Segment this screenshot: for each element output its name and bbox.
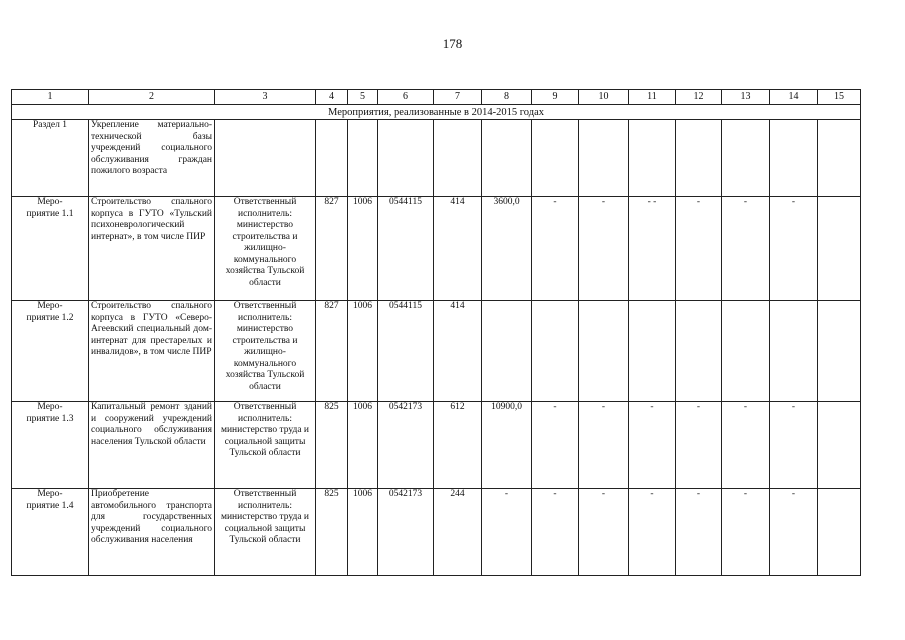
value-cell [676, 301, 722, 402]
header-cell: 3 [215, 90, 316, 105]
header-cell: 7 [434, 90, 482, 105]
value-cell [770, 120, 818, 197]
value-cell: - [722, 402, 770, 489]
value-cell [378, 120, 434, 197]
value-cell: - [629, 489, 676, 576]
value-cell [629, 301, 676, 402]
value-cell: - [532, 402, 579, 489]
value-cell [532, 301, 579, 402]
row-label: Раздел 1 [12, 120, 89, 197]
table-row [12, 402, 861, 489]
row-name: Укрепление материально-технической базы учреждений социального обслуживания граждан пожилого возраста [89, 120, 215, 197]
row-name: Строительство спального корпуса в ГУТО «Северо-Агеевский специальный дом-интернат для престарелых и инвалидов», в том числе ПИР [89, 301, 215, 402]
value-cell [482, 120, 532, 197]
header-cell: 6 [378, 90, 434, 105]
value-cell: - [532, 197, 579, 301]
value-cell [629, 120, 676, 197]
value-cell [818, 197, 861, 301]
program-table [11, 89, 861, 576]
header-cell: 15 [818, 90, 861, 105]
row-name: Капитальный ремонт зданий и сооружений учреждений социального обслуживания населения Тульской области [89, 402, 215, 489]
value-cell: 0542173 [378, 402, 434, 489]
value-cell: - [532, 489, 579, 576]
value-cell: - [722, 489, 770, 576]
table-row [12, 120, 861, 197]
value-cell: - [770, 197, 818, 301]
value-cell [722, 301, 770, 402]
table-row [12, 301, 861, 402]
value-cell: 1006 [348, 301, 378, 402]
value-cell: - [770, 489, 818, 576]
value-cell [348, 120, 378, 197]
page-number: 178 [442, 36, 463, 51]
value-cell: - [676, 402, 722, 489]
value-cell: 827 [316, 197, 348, 301]
row-executor: Ответственный исполнитель: министерство труда и социальной защиты Тульской области [215, 402, 316, 489]
value-cell [818, 489, 861, 576]
table-row [12, 197, 861, 301]
header-cell: 4 [316, 90, 348, 105]
value-cell: 414 [434, 301, 482, 402]
table-row [12, 489, 861, 576]
row-executor: Ответственный исполнитель: министерство труда и социальной защиты Тульской области [215, 489, 316, 576]
value-cell [579, 120, 629, 197]
value-cell: 244 [434, 489, 482, 576]
value-cell: 612 [434, 402, 482, 489]
row-label: Меро- приятие 1.1 [12, 197, 89, 301]
header-cell: 9 [532, 90, 579, 105]
header-cell: 14 [770, 90, 818, 105]
header-cell: 12 [676, 90, 722, 105]
value-cell [676, 120, 722, 197]
value-cell [434, 120, 482, 197]
value-cell: - [579, 197, 629, 301]
row-executor: Ответственный исполнитель: министерство строительства и жилищно-коммунального хозяйства Тульской области [215, 301, 316, 402]
value-cell: 0544115 [378, 301, 434, 402]
value-cell: 10900,0 [482, 402, 532, 489]
value-cell: - [676, 197, 722, 301]
row-label: Меро- приятие 1.4 [12, 489, 89, 576]
value-cell: 1006 [348, 402, 378, 489]
value-cell: - [676, 489, 722, 576]
value-cell [316, 120, 348, 197]
value-cell [482, 301, 532, 402]
row-label: Меро- приятие 1.2 [12, 301, 89, 402]
value-cell [818, 301, 861, 402]
value-cell: 825 [316, 489, 348, 576]
value-cell: - [770, 402, 818, 489]
row-executor: Ответственный исполнитель: министерство строительства и жилищно-коммунального хозяйства Тульской области [215, 197, 316, 301]
header-cell: 1 [12, 90, 89, 105]
value-cell [579, 301, 629, 402]
value-cell: - [629, 402, 676, 489]
value-cell: - - [629, 197, 676, 301]
header-row [12, 90, 861, 105]
row-name: Строительство спального корпуса в ГУТО «Тульский психоневрологический интернат», в том числе ПИР [89, 197, 215, 301]
header-cell: 13 [722, 90, 770, 105]
value-cell: 825 [316, 402, 348, 489]
value-cell [532, 120, 579, 197]
value-cell [722, 120, 770, 197]
value-cell: 0542173 [378, 489, 434, 576]
header-cell: 11 [629, 90, 676, 105]
value-cell: 827 [316, 301, 348, 402]
value-cell [818, 402, 861, 489]
row-executor [215, 120, 316, 197]
value-cell: 414 [434, 197, 482, 301]
value-cell: - [722, 197, 770, 301]
banner-row [12, 105, 861, 120]
banner-title: Мероприятия, реализованные в 2014-2015 годах [12, 105, 861, 120]
row-name: Приобретение автомобильного транспорта для государственных учреждений социального обслуживания населения [89, 489, 215, 576]
value-cell [770, 301, 818, 402]
value-cell: 1006 [348, 489, 378, 576]
value-cell [818, 120, 861, 197]
header-cell: 2 [89, 90, 215, 105]
value-cell: - [482, 489, 532, 576]
value-cell: - [579, 489, 629, 576]
value-cell: 0544115 [378, 197, 434, 301]
value-cell: 3600,0 [482, 197, 532, 301]
value-cell: - [579, 402, 629, 489]
header-cell: 10 [579, 90, 629, 105]
header-cell: 5 [348, 90, 378, 105]
header-cell: 8 [482, 90, 532, 105]
value-cell: 1006 [348, 197, 378, 301]
row-label: Меро- приятие 1.3 [12, 402, 89, 489]
